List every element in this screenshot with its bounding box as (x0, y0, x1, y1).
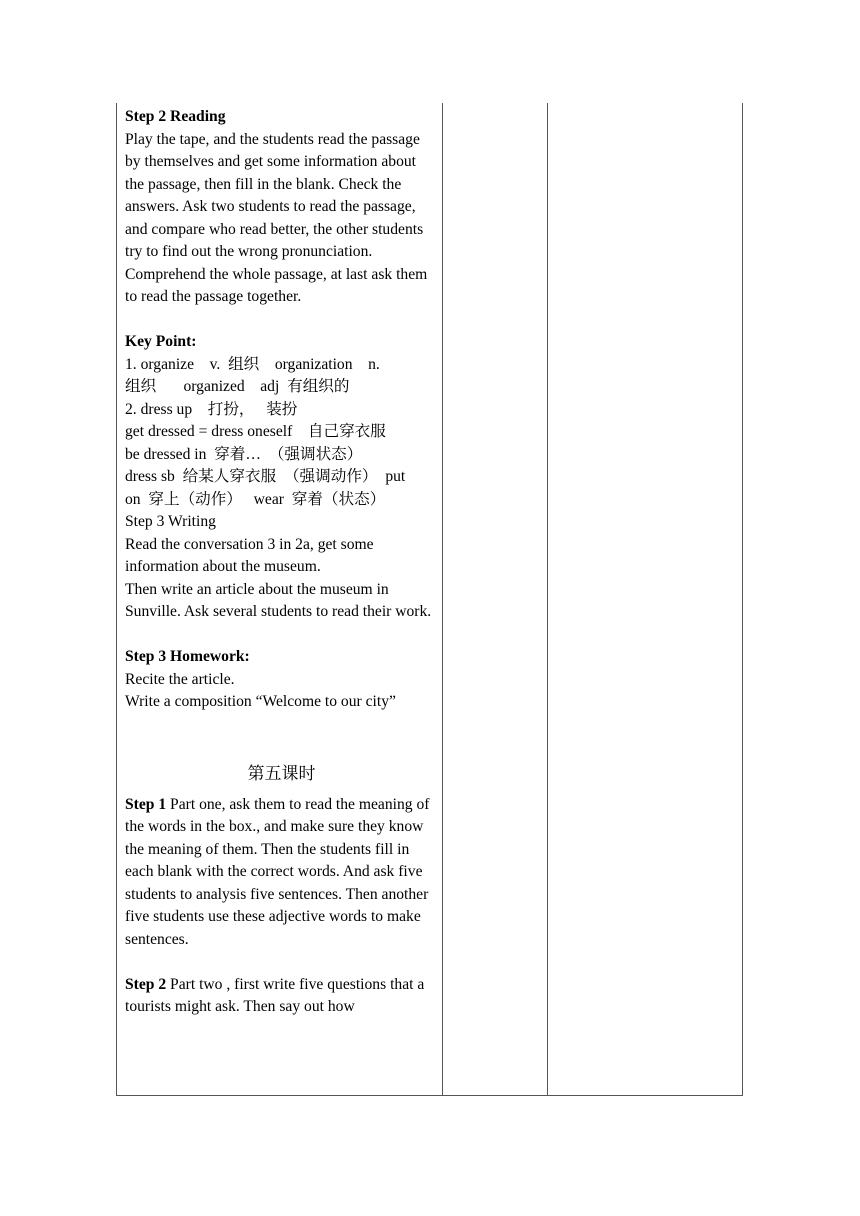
lesson5-step2 (125, 974, 438, 1019)
column-divider (442, 103, 443, 1095)
step1-label: Step 1 (125, 795, 167, 813)
key-point-line: 组织 organized adj 有组织的 (125, 378, 350, 395)
step2-label: Step 2 (125, 975, 167, 993)
step3-writing-line: Read the conversation 3 in 2a, get some information about the museum. (125, 535, 374, 575)
lesson5-title: 第五课时 (247, 763, 316, 784)
key-point-line: 1. organize v. 组织 organization n. (125, 355, 380, 373)
key-point-line: get dressed = dress oneself 自己穿衣服 (125, 423, 386, 440)
procedure-column (125, 106, 438, 1019)
column-divider (547, 103, 548, 1095)
step3-writing-line: Then write an article about the museum in Sunville. Ask several students to read their work. (125, 580, 432, 620)
key-point-line: be dressed in 穿着… （强调状态） (125, 445, 363, 463)
key-point-heading: Key Point: (125, 333, 197, 350)
step3-writing-heading: Step 3 Writing (125, 513, 216, 530)
step2-reading-text: Play the tape, and the students read the passage by themselves and get some information about the passage, then fill in the blank. Check the answers. Ask two students to read the passage, and compare who read better, the other students try to find out the wrong pronunciation. Comprehend the whole passage, at last ask them to read the passage together. (125, 130, 428, 305)
key-point-line: dress sb 给某人穿衣服 （强调动作） put (125, 468, 406, 485)
step2-text: Part two , first write five questions that a tourists might ask. Then say out how (125, 975, 425, 1015)
step3-homework-heading: Step 3 Homework: (125, 648, 250, 665)
lesson5-step1 (125, 794, 438, 952)
key-point-line: 2. dress up 打扮， 装扮 (125, 400, 298, 418)
key-point-line: on 穿上（动作） wear 穿着（状态） (125, 490, 386, 508)
lesson-plan-table (116, 103, 743, 1096)
step1-text: Part one, ask them to read the meaning of the words in the box., and make sure they know the meaning of them. Then the students fill in each blank with the correct words. And ask five students to analysis five sentences. Then another five students use these adjective words to make sentences. (125, 795, 430, 948)
step2-reading-heading: Step 2 Reading (125, 108, 226, 125)
homework-line: Write a composition “Welcome to our city” (125, 693, 396, 710)
homework-line: Recite the article. (125, 670, 235, 688)
